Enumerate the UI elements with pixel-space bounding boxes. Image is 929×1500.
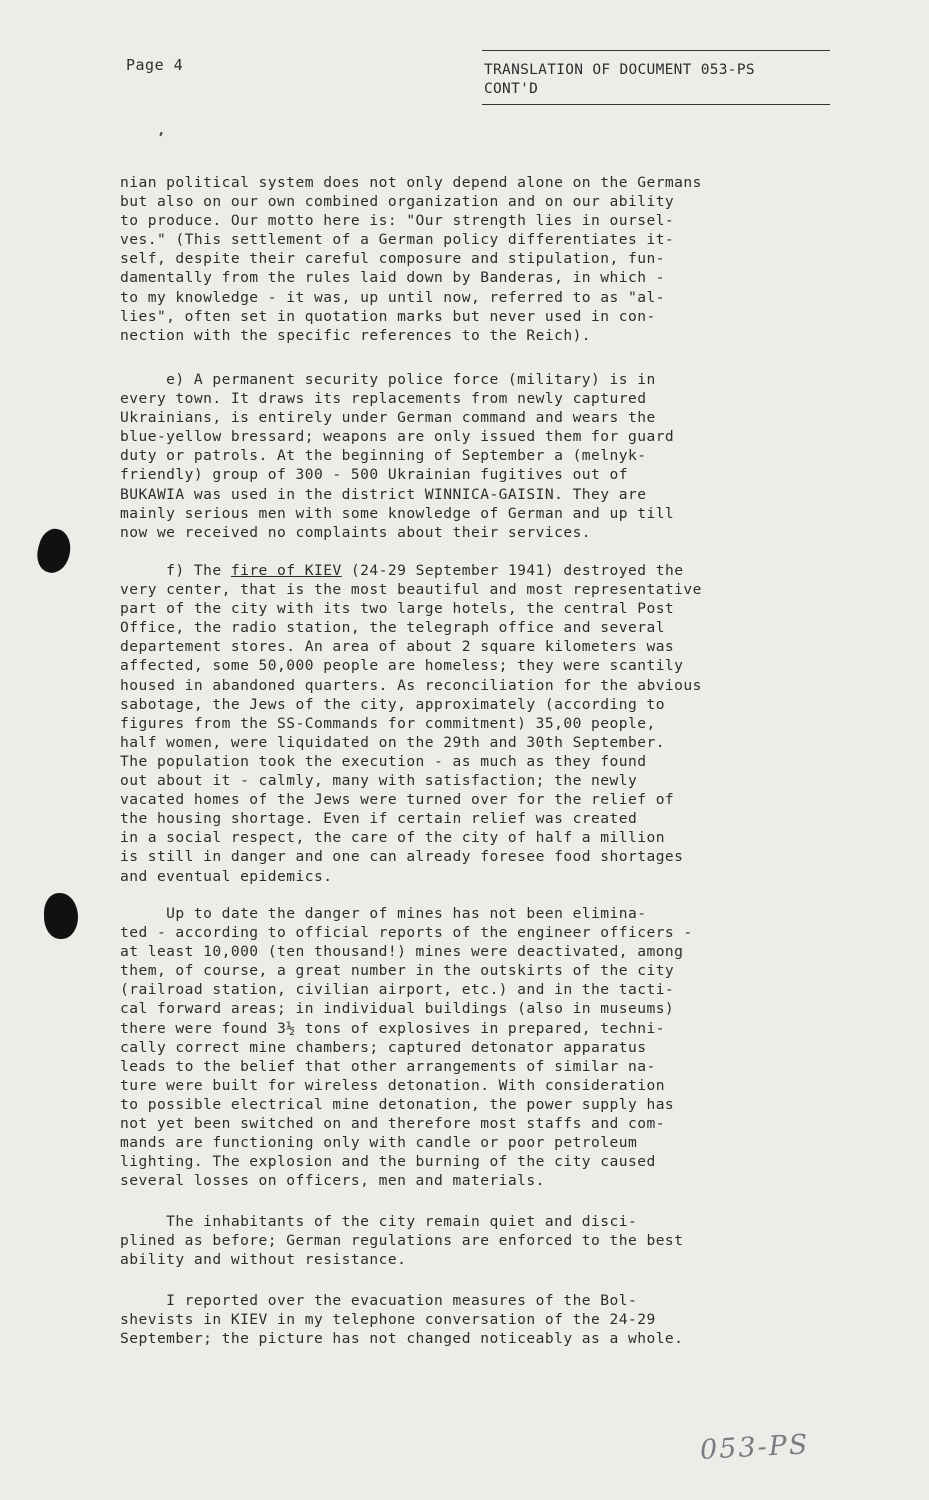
paragraph-evacuation: I reported over the evacuation measures of the Bol- shevists in KIEV in my telephone conversation of the 24-29 September; the picture has not changed noticeably as a whole. [120, 1292, 684, 1348]
stray-mark [159, 132, 162, 136]
punch-hole-bottom [44, 893, 78, 939]
handwritten-document-number: 053-PS [699, 1429, 811, 1466]
paragraph-f-intro: f) The [120, 562, 231, 579]
punch-hole-top [33, 526, 75, 577]
paragraph-f [120, 561, 848, 886]
title-line-2: CONT'D [484, 81, 539, 97]
document-title [482, 50, 830, 105]
paragraph-1: nian political system does not only depend alone on the Germans but also on our own combined organization and on our ability to produce. Our motto here is: "Our strength lies in oursel- ves." (This settlement of a German policy differentiates it- self, despite their careful composure and stipulation, fun- damentally from the rules laid down by Banderas, in which - to my knowledge - it was, up until now, referred to as "al- lies", often set in quotation marks but never used in con- nection with the specific references to the Reich). [120, 174, 702, 344]
page-number: Page 4 [126, 56, 184, 74]
paragraph-inhabitants: The inhabitants of the city remain quiet and disci- plined as before; German regulations are enforced to the best ability and without resistance. [120, 1213, 684, 1269]
fire-of-kiev-underlined: fire of KIEV [230, 562, 342, 579]
paragraph-e: e) A permanent security police force (military) is in every town. It draws its replacements from newly captured Ukrainians, is entirely under German command and wears the blue-yellow bressard; weapons are only issued them for guard duty or patrols. At the beginning of September a (melnyk- friendly) group of 300 - 500 Ukrainian fugitives out of BUKAWIA was used in the district WINNICA-GAISIN. They are mainly serious men with some knowledge of German and up till now we received no complaints about their services. [120, 371, 675, 541]
paragraph-mines: Up to date the danger of mines has not been elimina- ted - according to official reports of the engineer officers - at least 10,000 (ten thousand!) mines were deactivated, among them, of course, a great number in the outskirts of the city (railroad station, civilian airport, etc.) and in the tacti- cal forward areas; in individual buildings (also in museums) there were found 3½ tons of explosives in prepared, techni- cally correct mine chambers; captured detonator apparatus leads to the belief that other arrangements of similar na- ture were built for wireless detonation. With consideration to possible electrical mine detonation, the power supply has not yet been switched on and therefore most staffs and com- mands are functioning only with candle or poor petroleum lighting. The explosion and the burning of the city caused several losses on officers, men and materials. [120, 905, 693, 1190]
paragraph-f-body: (24-29 September 1941) destroyed the very center, that is the most beautiful and most representative part of the city with its two large hotels, the central Post Office, the radio station, the telegraph office and several departement stores. An area of about 2 square kilometers was affected, some 50,000 people are homeless; they were scantily housed in abandoned quarters. As reconciliation for the abvious sabotage, the Jews of the city, approximately (according to figures from the SS-Commands for commitment) 35,00 people, half women, were liquidated on the 29th and 30th September. The population took the execution - as much as they found out about it - calmly, many with satisfaction; the newly vacated homes of the Jews were turned over for the relief of the housing shortage. Even if certain relief was created in a social respect, the care of the city of half a million is still in danger and one can already foresee food shortages and eventual epidemics. [120, 562, 702, 885]
title-line-1: TRANSLATION OF DOCUMENT 053-PS [484, 62, 755, 78]
